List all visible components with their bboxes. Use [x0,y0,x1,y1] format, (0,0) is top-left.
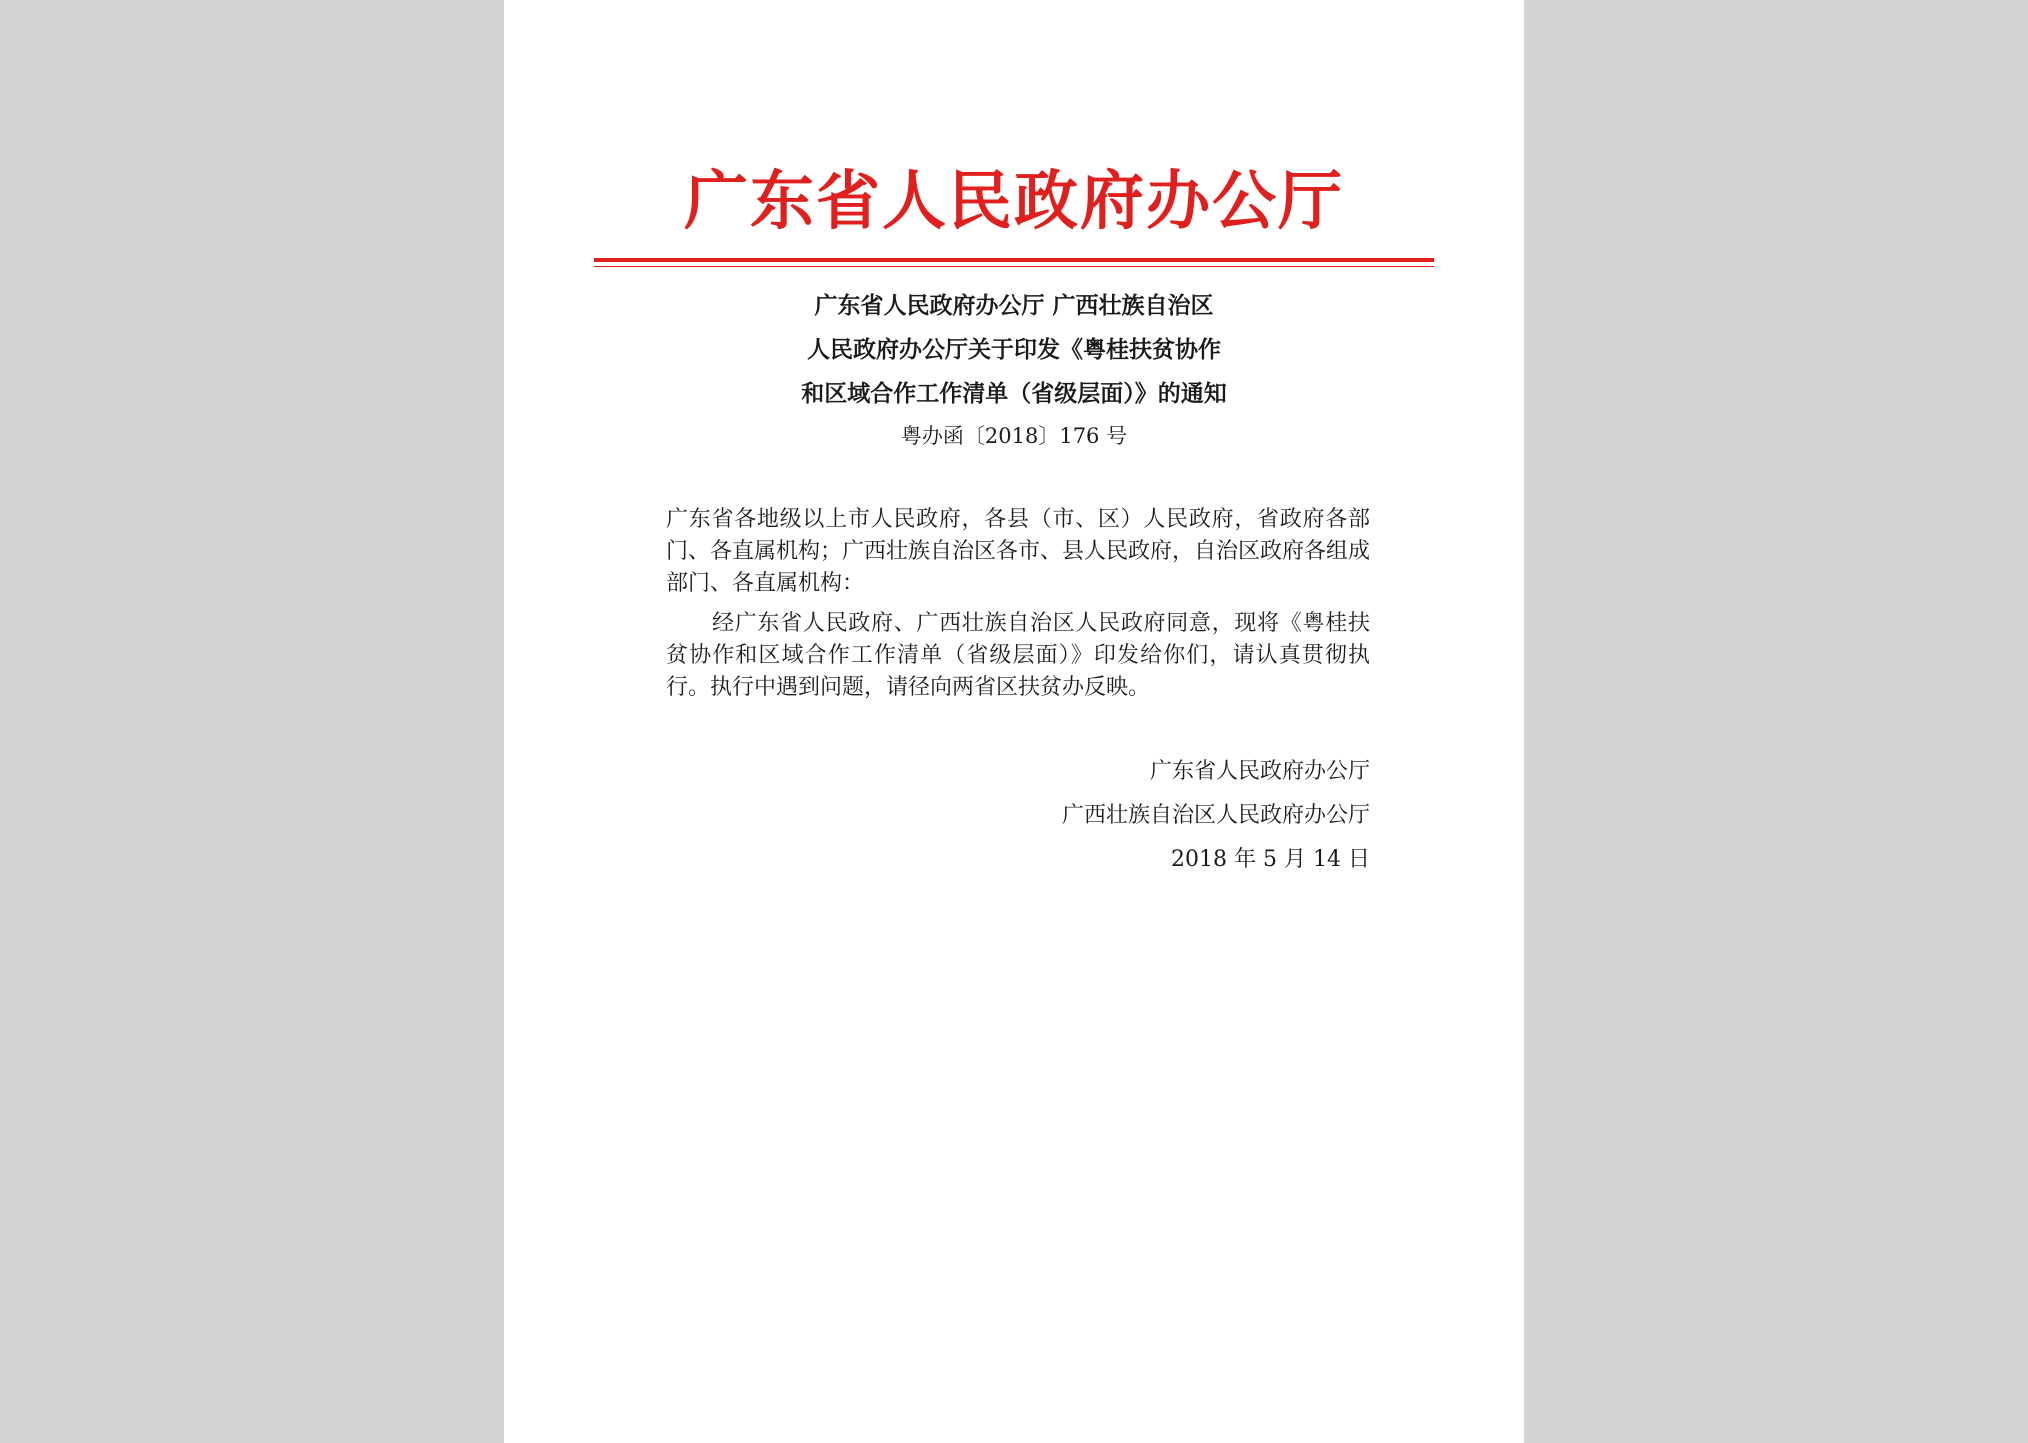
title-line: 人民政府办公厅关于印发《粤桂扶贫协作 [807,337,1221,363]
signature-guangdong: 广东省人民政府办公厅 [1149,759,1370,784]
signature-guangxi: 广西壮族自治区人民政府办公厅 [1061,803,1370,828]
letterhead-title: 广东省人民政府办公厅 [684,165,1344,239]
body-paragraph: 经广东省人民政府、广西壮族自治区人民政府同意，现将《粤桂扶贫协作和区域合作工作清单（省级层面）》印发给你们，请认真贯彻执行。执行中遇到问题，请径向两省区扶贫办反映。 [666,611,1370,700]
document-number: 粤办函〔2018〕176 号 [900,424,1128,448]
document-page [504,0,1524,1443]
red-rule [594,258,1434,262]
document-title [504,284,1524,416]
recipients-paragraph: 广东省各地级以上市人民政府，各县（市、区）人民政府，省政府各部门、各直属机构；广西壮族自治区各市、县人民政府，自治区政府各组成部门、各直属机构： [666,507,1371,596]
issue-date: 2018 年 5 月 14 日 [1171,847,1370,872]
title-line: 和区域合作工作清单（省级层面）》的通知 [801,381,1227,407]
red-rule-thin [594,266,1434,267]
title-line: 广东省人民政府办公厅 广西壮族自治区 [814,293,1214,319]
